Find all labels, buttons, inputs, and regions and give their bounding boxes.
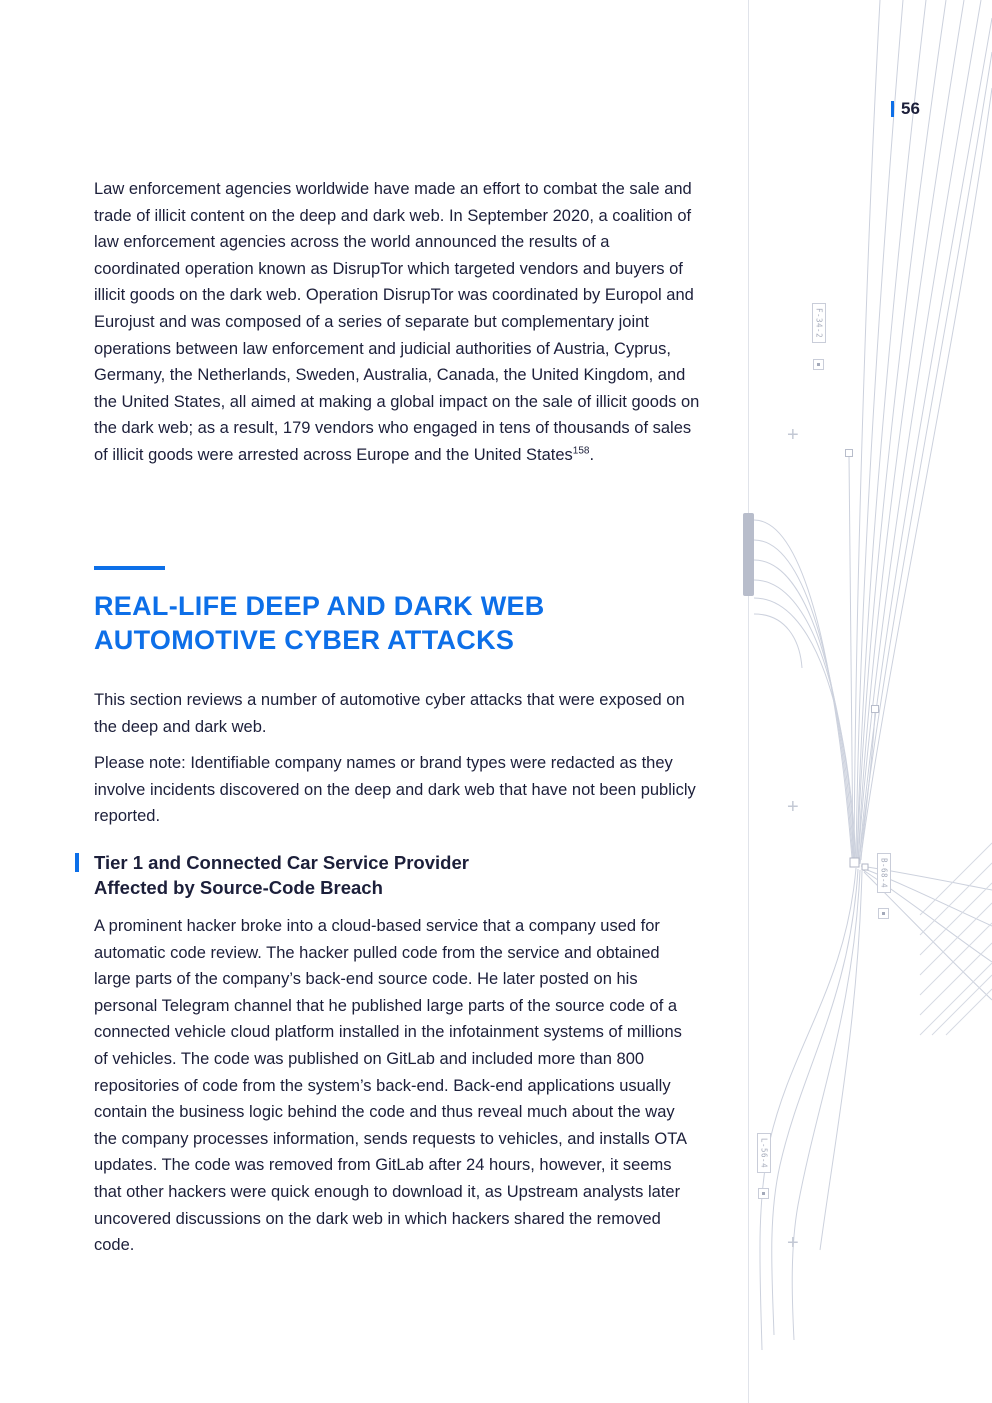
intro-period: .	[589, 445, 595, 464]
section-title	[94, 589, 545, 657]
footnote-marker: 158	[572, 445, 590, 457]
plus-icon: +	[787, 1232, 799, 1254]
subsection-accent-bar	[75, 853, 79, 872]
page-number-accent-bar	[891, 101, 894, 117]
redaction-note-paragraph: Please note: Identifiable company names or brand types were redacted as they involve incidents discovered on the deep and dark web that have not been publicly reported.	[94, 754, 696, 826]
section-title-line1: REAL-LIFE DEEP AND DARK WEB	[94, 591, 545, 621]
subsection-title-line2: Affected by Source-Code Breach	[94, 877, 383, 898]
intro-text: Law enforcement agencies worldwide have made an effort to combat the sale and trade of illicit content on the deep and dark web. In September 2020, a coalition of law enforcement agencies across the world announced the results of a coordinated operation known as DisrupTor which targeted vendors and buyers of illicit goods on the dark web. Operation DisrupTor was coordinated by Europol and Eurojust and was composed of a series of separate but complementary joint operations between law enforcement and judicial authorities of Austria, Cyprus, Germany, the Netherlands, Sweden, Australia, Canada, the United Kingdom, and the United States, all aimed at making a global impact on the sale of illicit goods on the dark web; as a result, 179 vendors who engaged in tens of thousands of sales of illicit goods were arrested across Europe and the United States	[94, 180, 700, 464]
subsection-title-line1: Tier 1 and Connected Car Service Provider	[94, 852, 469, 873]
page-number-value: 56	[901, 99, 920, 118]
marker-dot	[817, 363, 820, 366]
node-marker-icon	[878, 908, 889, 919]
section-title-line2: AUTOMOTIVE CYBER ATTACKS	[94, 625, 515, 655]
node-label: F-34-2	[812, 303, 826, 343]
node-label: L-56-4	[757, 1133, 771, 1173]
node-marker-icon	[813, 359, 824, 370]
subsection-title	[94, 850, 469, 900]
flow-curves	[754, 0, 992, 1350]
page-number	[891, 99, 920, 119]
node-label: B-68-4	[877, 853, 891, 893]
node-marker-icon	[758, 1188, 769, 1199]
section-accent-rule	[94, 566, 165, 570]
marker-dot	[762, 1192, 765, 1195]
section-intro-paragraph: This section reviews a number of automotive cyber attacks that were exposed on the deep and dark web.	[94, 691, 685, 736]
marker-dot	[882, 912, 885, 915]
incident-paragraph: A prominent hacker broke into a cloud-based service that a company used for automatic code review. The hacker pulled code from the service and obtained large parts of the company’s back-end source code. He later posted on his personal Telegram channel that he published large parts of the source code of a connected vehicle cloud platform installed in the infotainment systems of millions of vehicles. The code was published on GitLab and included more than 800 repositories of code from the system’s back-end. Back-end applications usually contain the business logic behind the code and thus reveal much about the way the company processes information, sends requests to vehicles, and installs OTA updates. The code was removed from GitLab after 24 hours, however, it seems that other hackers were quick enough to download it, as Upstream analysts later uncovered discussions on the dark web in which hackers shared the removed code.	[94, 917, 687, 1255]
intro-paragraph	[94, 176, 700, 469]
plus-icon: +	[787, 424, 799, 446]
plus-icon: +	[787, 796, 799, 818]
